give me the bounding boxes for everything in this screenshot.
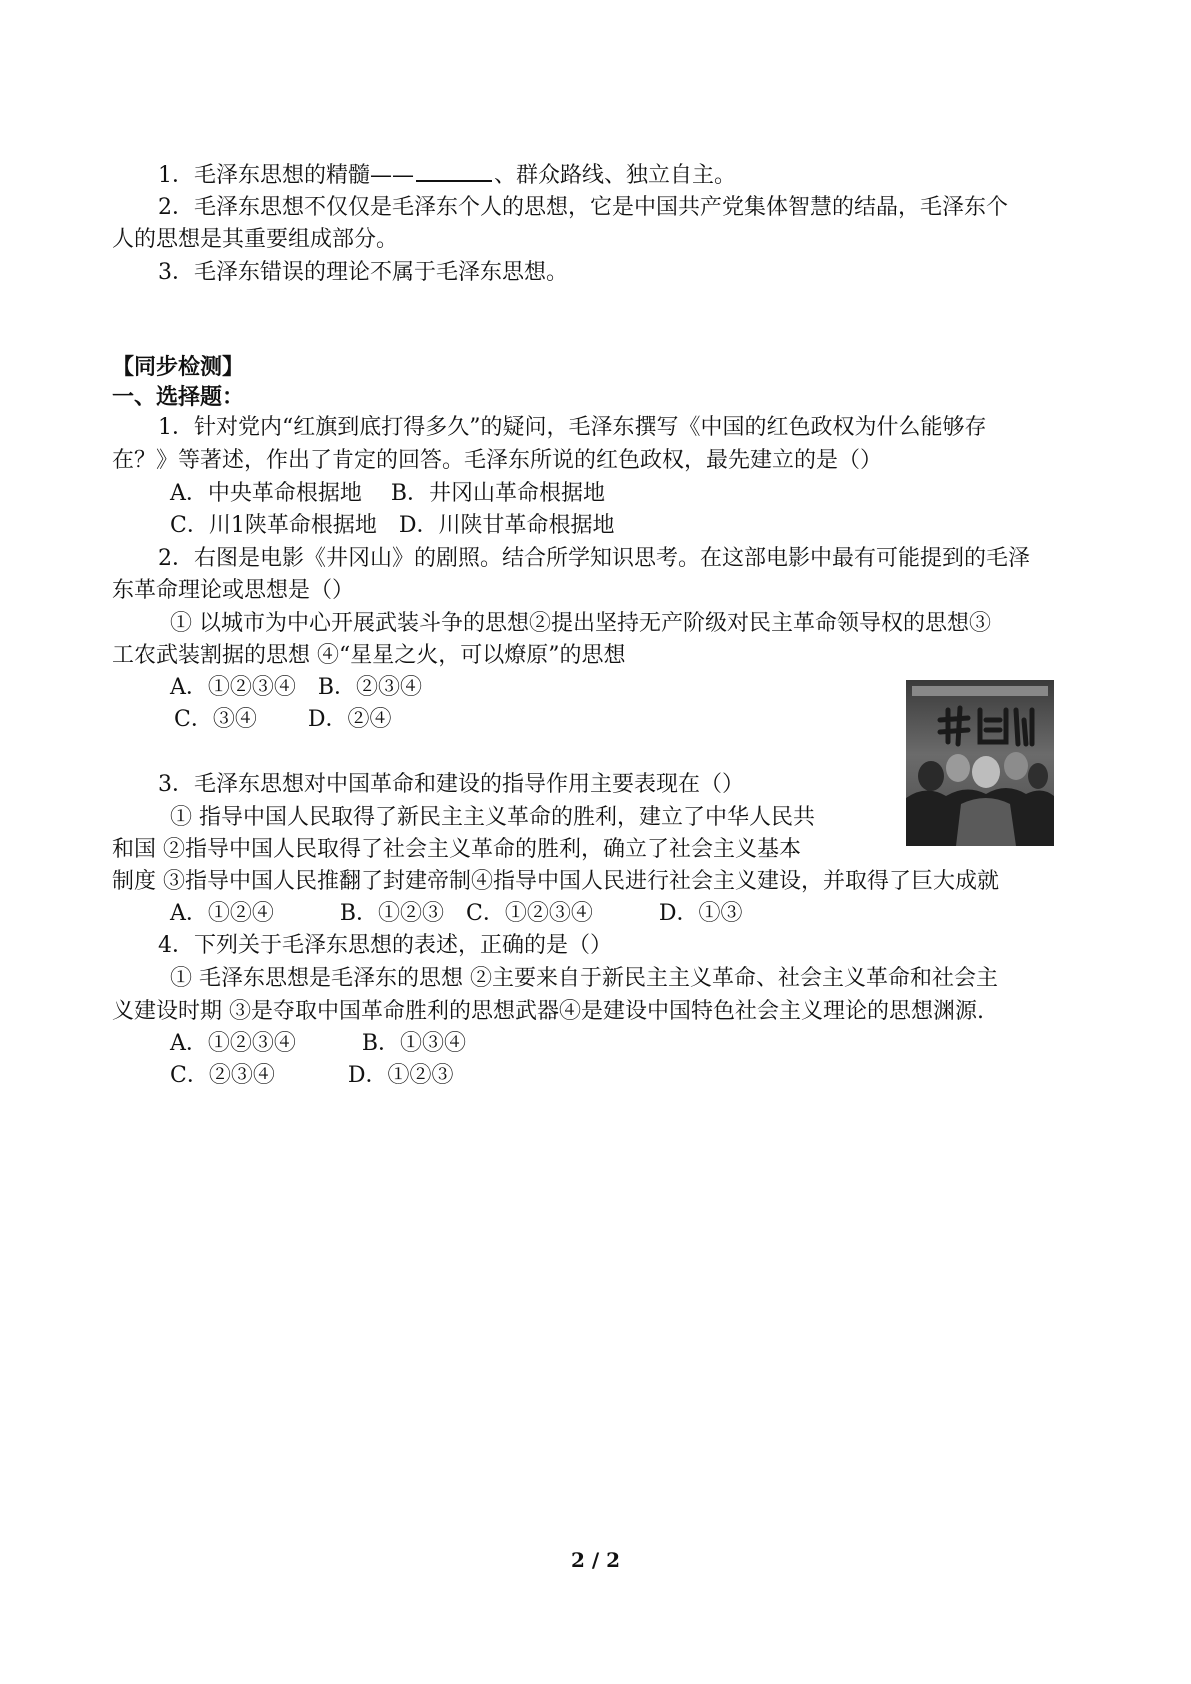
q2-line-1: 2．右图是电影《井冈山》的剧照。结合所学知识思考。在这部电影中最有可能提到的毛泽 [158,546,1031,571]
fill-in-blank [416,160,492,182]
q4-line-3: 义建设时期 ③是夺取中国革命胜利的思想武器④是建设中国特色社会主义理论的思想渊源. [112,999,984,1024]
q4-line-1: 4．下列关于毛泽东思想的表述，正确的是（） [158,933,612,958]
page-number: 2 / 2 [570,1548,621,1572]
note-2-line-2: 人的思想是其重要组成部分。 [112,227,399,252]
q2-line-3: ① 以城市为中心开展武装斗争的思想②提出坚持无产阶级对民主革命领导权的思想③ [170,611,991,636]
q1-options-cd: C．川1陕革命根据地 D．川陕甘革命根据地 [170,513,615,538]
q2-options-ab: A．①②③④ B．②③④ [170,675,423,700]
q3-line-1: 3．毛泽东思想对中国革命和建设的指导作用主要表现在（） [158,772,744,797]
q4-options-cd: C．②③④ D．①②③ [170,1063,454,1088]
note-1-text-before: 1．毛泽东思想的精髓—— [158,163,414,188]
section-title: 【同步检测】 [112,354,245,380]
q3-line-2: ① 指导中国人民取得了新民主主义革命的胜利，建立了中华人民共 [170,805,815,830]
note-3: 3．毛泽东错误的理论不属于毛泽东思想。 [158,260,568,285]
q4-line-2: ① 毛泽东思想是毛泽东的思想 ②主要来自于新民主主义革命、社会主义革命和社会主 [170,966,998,991]
q2-options-cd: C．③④ D．②④ [174,707,392,732]
q1-line-2: 在？》等著述，作出了肯定的回答。毛泽东所说的红色政权，最先建立的是（） [112,448,883,473]
subsection-title: 一、选择题： [112,384,245,410]
note-1 [158,160,1138,191]
q1-options-ab: A．中央革命根据地 B．井冈山革命根据地 [170,481,606,506]
q1-line-1: 1．针对党内“红旗到底打得多久”的疑问，毛泽东撰写《中国的红色政权为什么能够存 [158,415,987,440]
note-2-line-1: 2．毛泽东思想不仅仅是毛泽东个人的思想，它是中国共产党集体智慧的结晶，毛泽东个 [158,195,1008,220]
q2-line-4: 工农武装割据的思想 ④“星星之火，可以燎原”的思想 [112,643,626,668]
note-1-text-after: 、群众路线、独立自主。 [494,163,737,188]
q3-line-4: 制度 ③指导中国人民推翻了封建帝制④指导中国人民进行社会主义建设，并取得了巨大成就 [112,869,999,894]
q3-options: A．①②④ B．①②③ C．①②③④ D．①③ [170,901,743,926]
film-still-graphic [906,680,1054,846]
q4-options-ab: A．①②③④ B．①③④ [170,1031,467,1056]
q3-line-3: 和国 ②指导中国人民取得了社会主义革命的胜利，确立了社会主义基本 [112,837,801,862]
q2-line-2: 东革命理论或思想是（） [112,578,355,603]
film-still-image [906,680,1054,846]
